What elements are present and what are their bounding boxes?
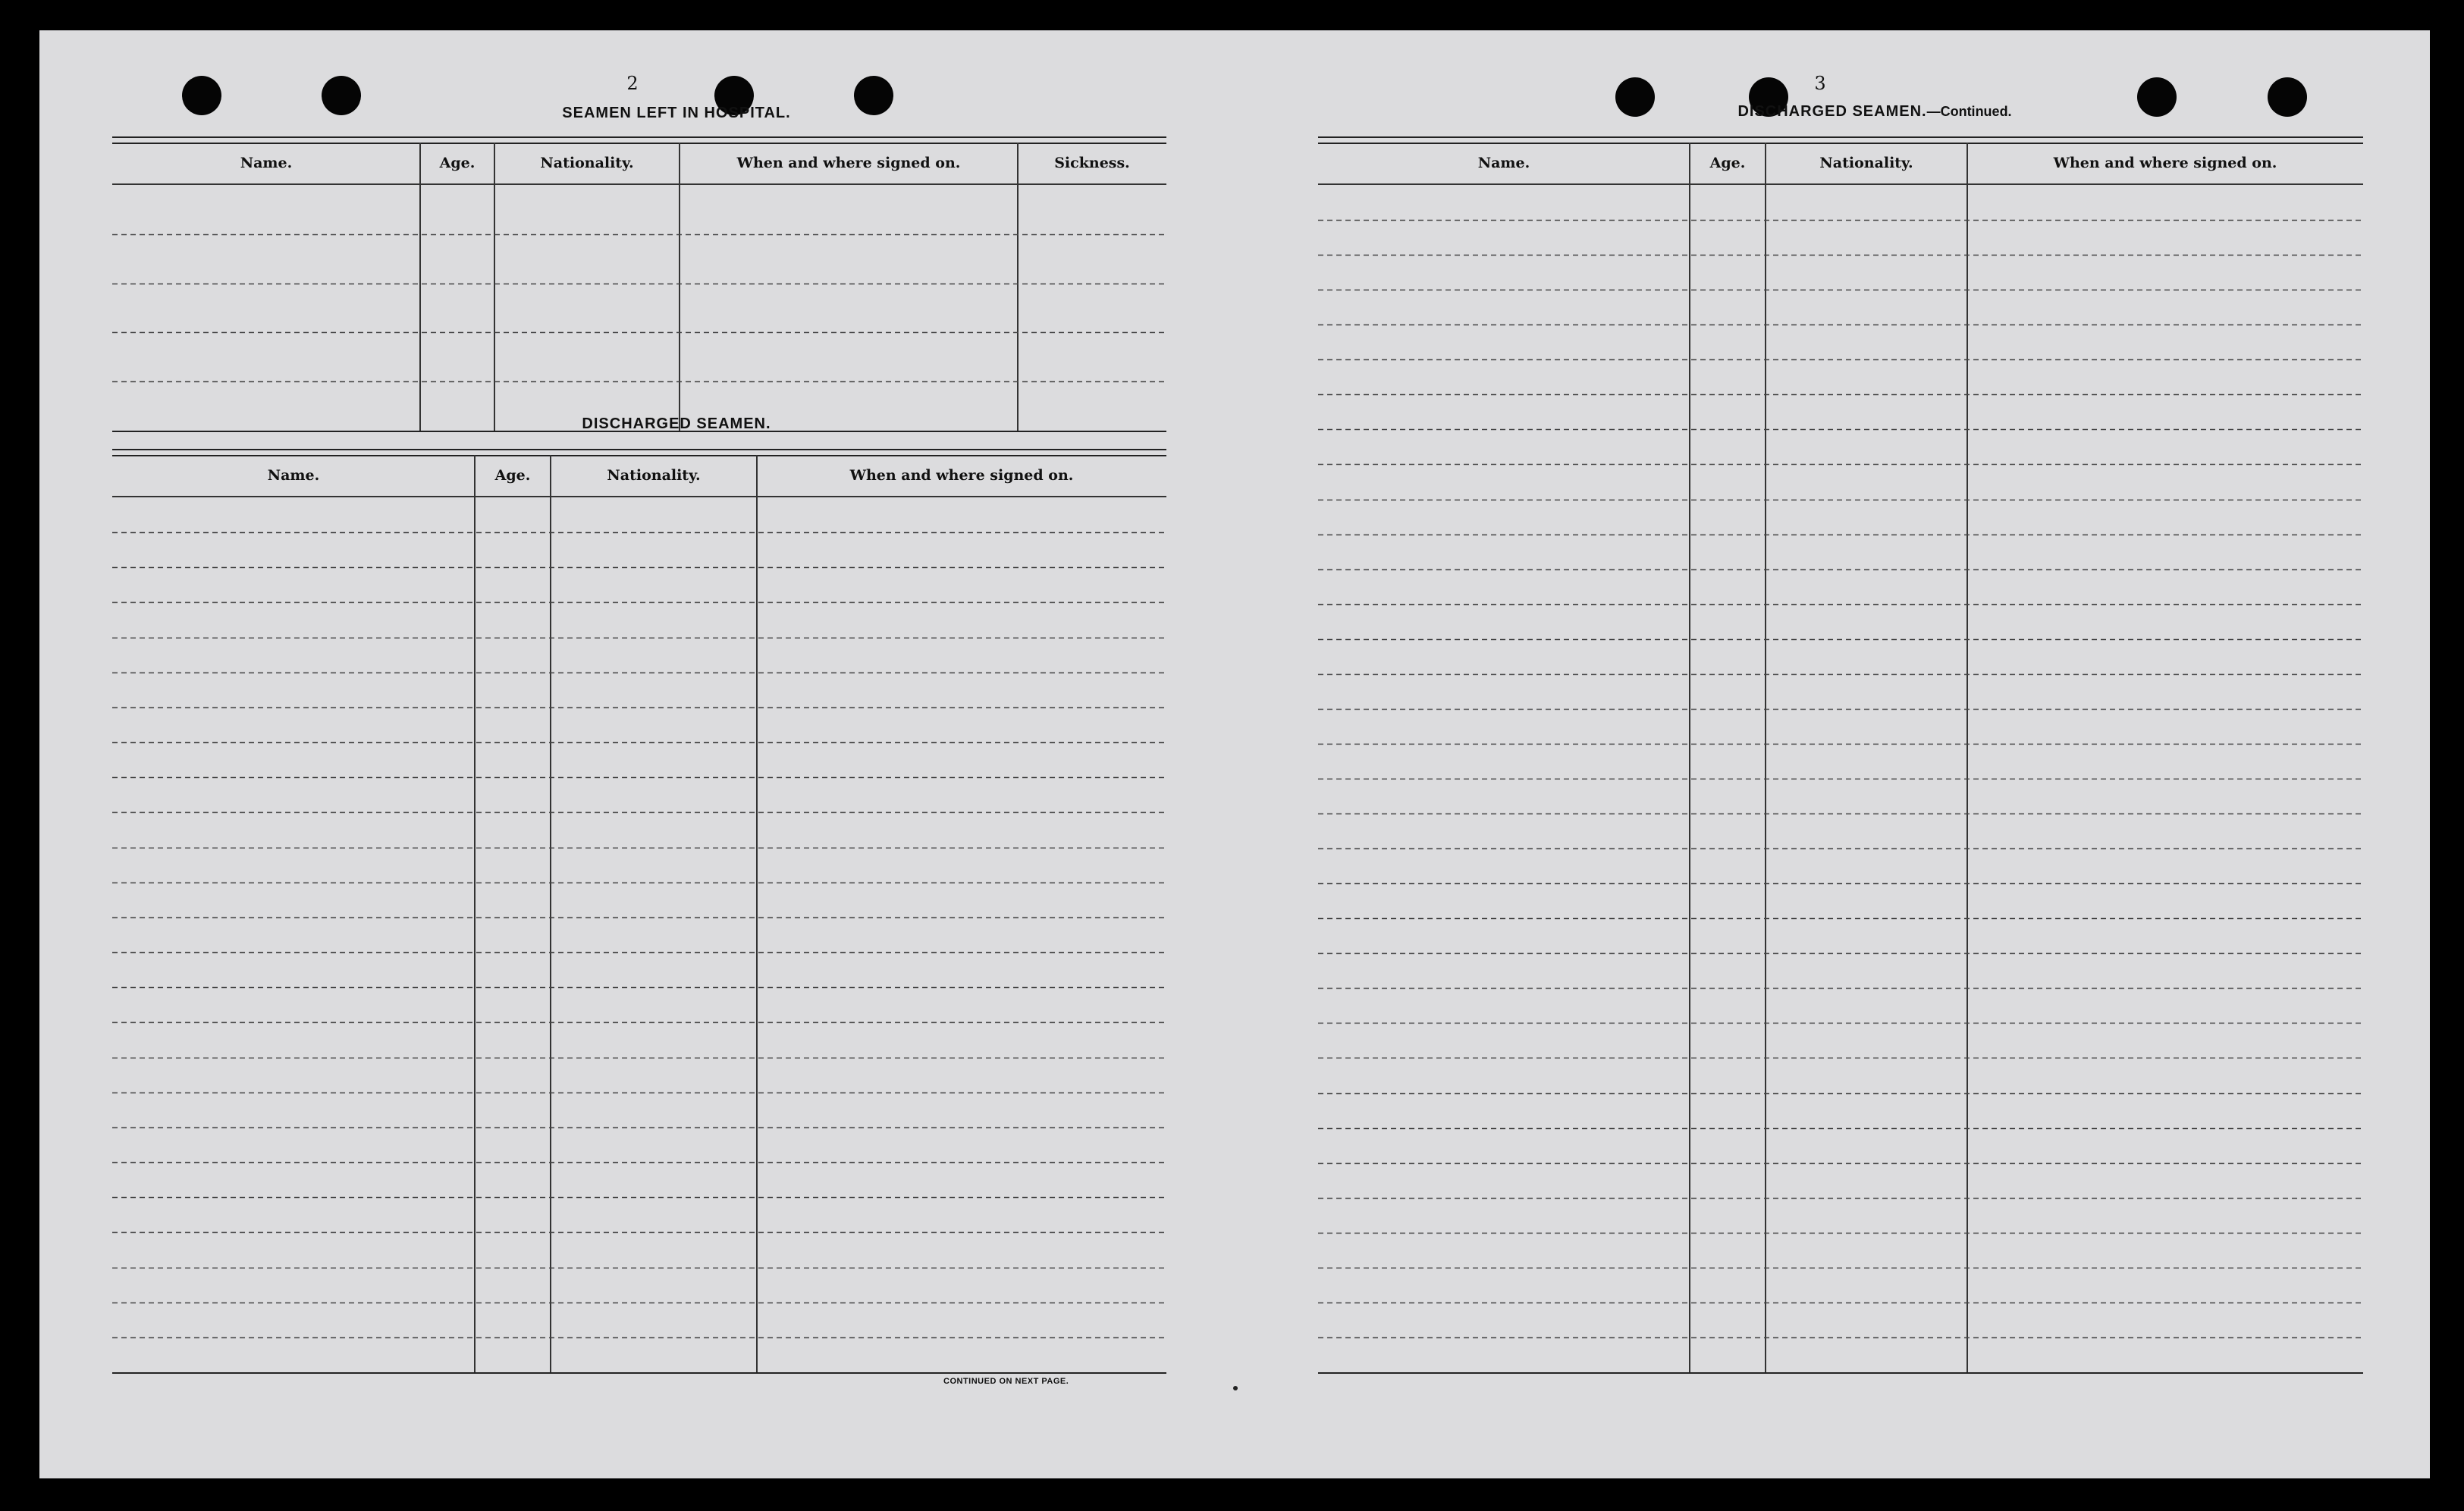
col-header-sickness: Sickness. [1054,155,1130,171]
col-header-nationality: Nationality. [1819,155,1913,171]
col-header-age: Age. [1709,155,1746,171]
col-header-age: Age. [494,467,531,484]
discharged-table [112,449,1166,1374]
center-mark [1233,1386,1238,1390]
punch-hole [2137,77,2177,117]
col-header-age: Age. [439,155,476,171]
right-section-title [1632,103,2117,121]
col-header-name: Name. [240,155,293,171]
discharged-continued-table [1318,136,2363,1374]
right-title-suffix: —Continued. [1926,104,2012,119]
col-header-signed-on: When and where signed on. [2053,155,2277,171]
right-title-main: DISCHARGED SEAMEN. [1737,103,1927,120]
col-header-signed-on: When and where signed on. [849,467,1074,484]
right-page-number: 3 [1814,73,1826,94]
right-row-lines [1318,136,2363,1372]
hospital-section-title: SEAMEN LEFT IN HOSPITAL. [562,105,791,121]
continued-note: CONTINUED ON NEXT PAGE. [943,1377,1069,1386]
col-header-name: Name. [267,467,320,484]
discharged-row-lines [112,449,1166,1372]
discharged-section-title: DISCHARGED SEAMEN. [582,415,771,432]
hospital-table [112,136,1166,432]
form-sheet [39,30,2430,1478]
col-header-signed-on: When and where signed on. [736,155,961,171]
col-header-nationality: Nationality. [540,155,634,171]
hospital-row-lines [112,136,1166,431]
punch-hole [182,76,221,115]
left-page-number: 2 [626,73,639,94]
punch-hole [322,76,361,115]
col-header-nationality: Nationality. [607,467,701,484]
col-header-name: Name. [1477,155,1530,171]
punch-hole [2268,77,2307,117]
